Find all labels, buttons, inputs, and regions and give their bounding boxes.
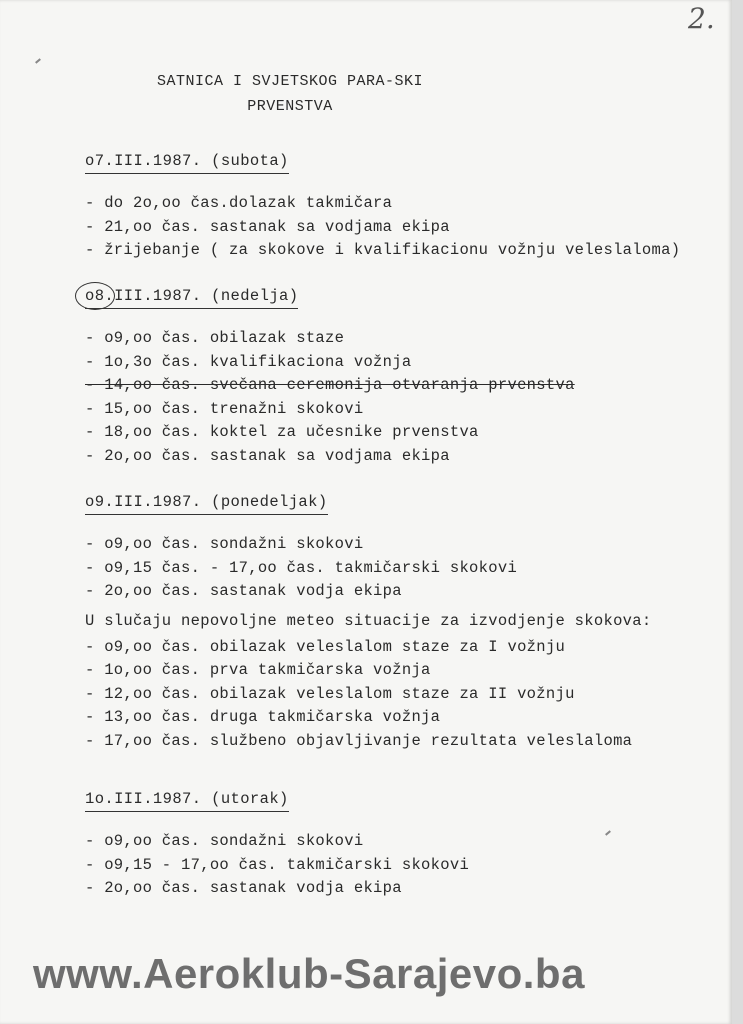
schedule-item: - o9,oo čas. obilazak veleslalom staze za I vožnju [85, 637, 566, 656]
schedule-item: - o9,15 čas. - 17,oo čas. takmičarski skokovi [85, 558, 518, 577]
schedule-list [85, 533, 705, 604]
day-section-monday [85, 493, 705, 753]
document-title-line-1: SATNICA I SVJETSKOG PARA-SKI [156, 73, 424, 90]
schedule-list [85, 192, 705, 263]
schedule-list [85, 327, 705, 468]
handwritten-circle-mark [75, 282, 115, 310]
schedule-item: - 2o,oo čas. sastanak vodja ekipa [85, 879, 402, 897]
schedule-item: - 14,oo čas. svečana ceremonija otvaranja prvenstva [85, 376, 575, 394]
schedule-item: - 15,oo čas. trenažni skokovi [85, 399, 364, 418]
alternate-schedule-list [85, 636, 705, 754]
day-heading: o7.III.1987. (subota) [85, 152, 289, 174]
day-heading: o8.III.1987. (nedelja) [85, 287, 298, 309]
schedule-item: - 18,oo čas. koktel za učesnike prvenstva [85, 423, 479, 441]
schedule-item: - 17,oo čas. službeno objavljivanje rezultata veleslaloma [85, 731, 633, 750]
page-number: 2. [688, 2, 715, 35]
schedule-item: - o9,oo čas. sondažni skokovi [85, 535, 364, 553]
day-section-sunday [85, 287, 705, 468]
day-heading: 1o.III.1987. (utorak) [85, 790, 289, 812]
schedule-item: - do 2o,oo čas.dolazak takmičara [85, 194, 393, 212]
schedule-item: - 1o,oo čas. prva takmičarska vožnja [85, 661, 431, 679]
document-title-line-2: PRVENSTVA [247, 98, 333, 115]
schedule-item: - 21,oo čas. sastanak sa vodjama ekipa [85, 217, 450, 236]
schedule-item: - o9,15 - 17,oo čas. takmičarski skokovi [85, 855, 470, 874]
day-section-tuesday [85, 790, 705, 901]
day-heading: o9.III.1987. (ponedeljak) [85, 493, 328, 515]
day-section-saturday [85, 152, 705, 263]
schedule-item: - žrijebanje ( za skokove i kvalifikacionu vožnju veleslaloma) [85, 241, 681, 259]
schedule-item: - 1o,3o čas. kvalifikaciona vožnja [85, 352, 412, 371]
schedule-item: - o9,oo čas. obilazak staze [85, 329, 345, 347]
weather-contingency-note: U slučaju nepovoljne meteo situacije za izvodjenje skokova: [85, 611, 652, 630]
schedule-item: - o9,oo čas. sondažni skokovi [85, 832, 364, 850]
schedule-item: - 2o,oo čas. sastanak vodja ekipa [85, 582, 402, 600]
watermark: www.Aeroklub-Sarajevo.ba [33, 950, 585, 997]
page-edge [732, 0, 743, 1024]
schedule-list [85, 830, 705, 901]
schedule-item: - 13,oo čas. druga takmičarska vožnja [85, 708, 441, 726]
schedule-item: - 2o,oo čas. sastanak sa vodjama ekipa [85, 446, 450, 465]
schedule-item: - 12,oo čas. obilazak veleslalom staze za II vožnju [85, 684, 575, 703]
